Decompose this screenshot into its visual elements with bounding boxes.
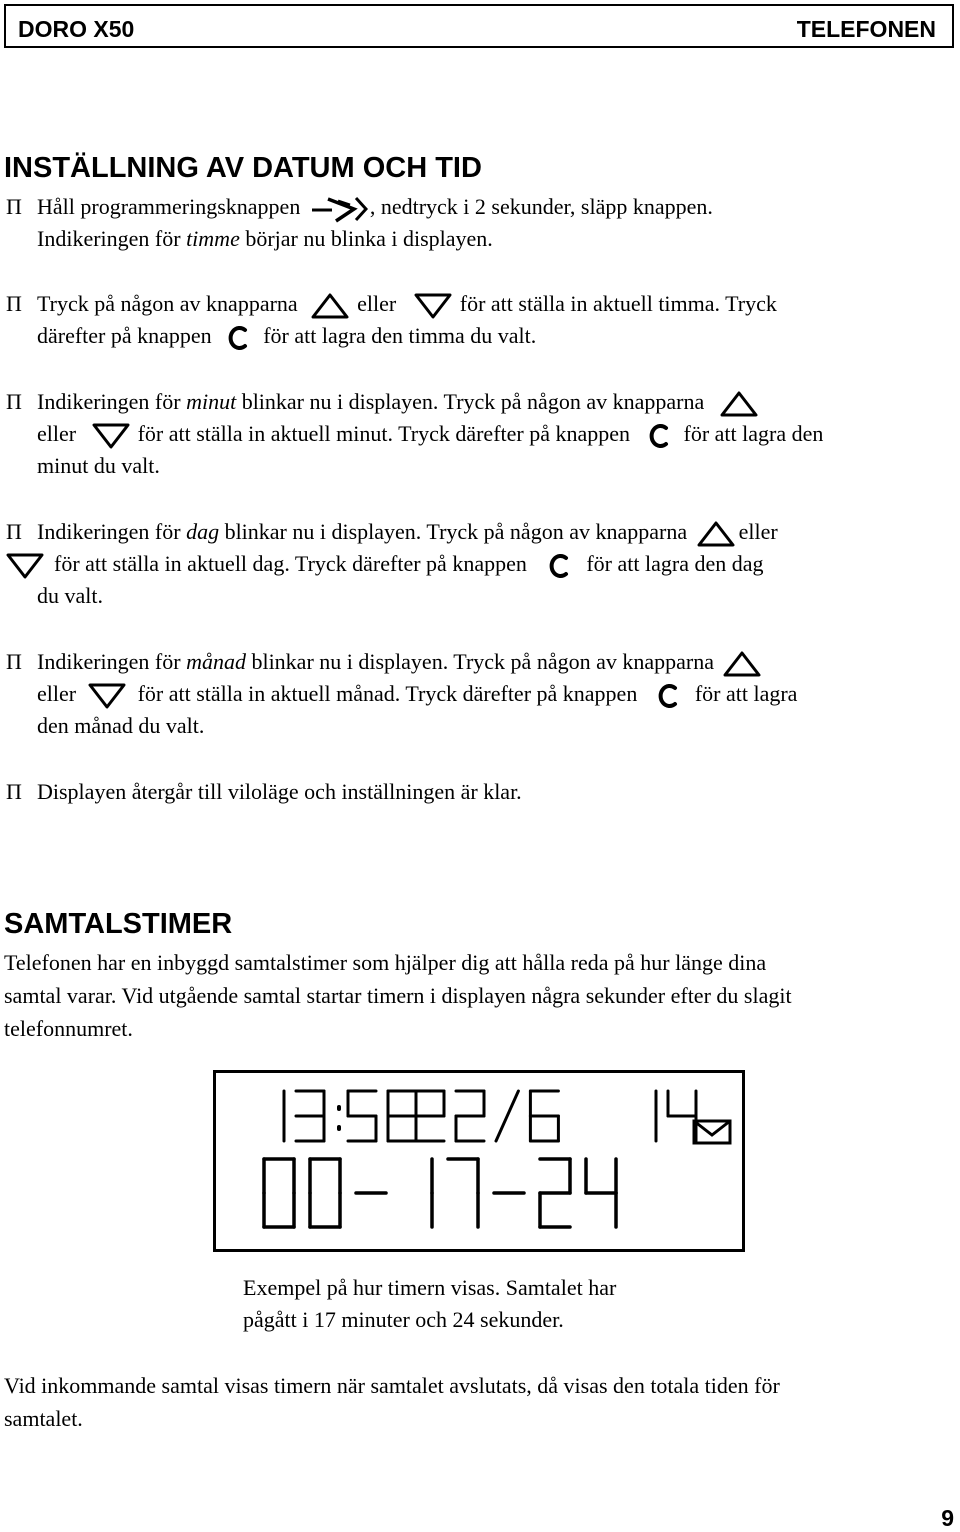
paragraph-line: samtalet. bbox=[4, 1406, 83, 1431]
lcd-slash bbox=[496, 1091, 518, 1141]
down-arrow-key-icon bbox=[4, 551, 46, 581]
item-emphasis: månad bbox=[186, 649, 246, 674]
lcd-segments bbox=[216, 1073, 742, 1249]
item-text: eller bbox=[357, 291, 397, 316]
item-text: Indikeringen för bbox=[37, 226, 187, 251]
item-text: för att lagra den dag bbox=[586, 551, 764, 576]
paragraph-line: Telefonen har en inbyggd samtalstimer som hjälper dig att hålla reda på hur länge dina bbox=[4, 950, 767, 975]
c-key-icon bbox=[646, 422, 672, 450]
envelope-icon bbox=[694, 1121, 730, 1143]
up-arrow-key-icon bbox=[695, 519, 737, 549]
item-text: Indikeringen för bbox=[37, 519, 187, 544]
c-key-icon bbox=[225, 324, 251, 352]
paragraph-line: telefonnumret. bbox=[4, 1016, 133, 1041]
incoming-call-note bbox=[4, 1369, 958, 1435]
bullet-symbol: Π bbox=[6, 291, 22, 316]
header-model: DORO X50 bbox=[18, 16, 135, 42]
bullet-symbol: Π bbox=[6, 194, 22, 219]
item-text: , nedtryck i 2 sekunder, släpp knappen. bbox=[369, 194, 713, 219]
bullet-symbol: Π bbox=[6, 389, 22, 414]
item-text: Indikeringen för bbox=[37, 389, 187, 414]
header-section: TELEFONEN bbox=[796, 16, 936, 42]
paragraph-line: samtal varar. Vid utgående samtal startar timern i displayen några sekunder efter du slagit bbox=[4, 983, 792, 1008]
down-arrow-key-icon bbox=[90, 421, 132, 451]
item-text: Indikeringen för bbox=[37, 649, 187, 674]
item-text: för att ställa in aktuell dag. Tryck därefter på knappen bbox=[54, 551, 527, 576]
item-text: minut du valt. bbox=[37, 453, 160, 478]
item-text: blinkar nu i displayen. Tryck på någon av knapparna bbox=[245, 649, 714, 674]
page-number: 9 bbox=[941, 1505, 954, 1531]
item-text: blinkar nu i displayen. Tryck på någon av knapparna bbox=[219, 519, 688, 544]
bullet-symbol: Π bbox=[6, 779, 22, 804]
item-text: eller bbox=[738, 519, 778, 544]
lcd-display bbox=[213, 1070, 745, 1252]
item-text: eller bbox=[37, 681, 77, 706]
up-arrow-key-icon bbox=[309, 291, 351, 321]
item-text: eller bbox=[37, 421, 77, 446]
call-timer-description bbox=[4, 946, 958, 1045]
item-text: den månad du valt. bbox=[37, 713, 205, 738]
bullet-symbol: Π bbox=[6, 519, 22, 544]
up-arrow-key-icon bbox=[721, 649, 763, 679]
item-text: för att ställa in aktuell timma. Tryck bbox=[459, 291, 777, 316]
item-text: Tryck på någon av knapparna bbox=[37, 291, 298, 316]
item-text: för att lagra den bbox=[683, 421, 824, 446]
item-text: börjar nu blinka i displayen. bbox=[239, 226, 493, 251]
item-emphasis: minut bbox=[186, 389, 237, 414]
item-text: för att lagra bbox=[694, 681, 798, 706]
item-emphasis: dag bbox=[186, 519, 220, 544]
item-text: du valt. bbox=[37, 583, 103, 608]
down-arrow-key-icon bbox=[86, 681, 128, 711]
c-key-icon bbox=[546, 552, 572, 580]
c-key-icon bbox=[655, 682, 681, 710]
item-text: blinkar nu i displayen. Tryck på någon av knapparna bbox=[236, 389, 705, 414]
item-text: Displayen återgår till viloläge och inställningen är klar. bbox=[37, 779, 522, 804]
up-arrow-key-icon bbox=[718, 389, 760, 419]
display-caption bbox=[243, 1272, 616, 1336]
item-text: Håll programmeringsknappen bbox=[37, 194, 301, 219]
caption-line: Exempel på hur timern visas. Samtalet har bbox=[243, 1275, 617, 1300]
item-text: för att lagra den timma du valt. bbox=[263, 323, 537, 348]
item-text: därefter på knappen bbox=[37, 323, 212, 348]
item-emphasis: timme bbox=[186, 226, 240, 251]
bullet-symbol: Π bbox=[6, 649, 22, 674]
down-arrow-key-icon bbox=[412, 291, 454, 321]
caption-line: pågått i 17 minuter och 24 sekunder. bbox=[243, 1307, 564, 1332]
program-key-icon bbox=[310, 194, 368, 224]
paragraph-line: Vid inkommande samtal visas timern när samtalet avslutats, då visas den totala tiden för bbox=[4, 1373, 780, 1398]
item-text: för att ställa in aktuell minut. Tryck därefter på knappen bbox=[137, 421, 631, 446]
page-header bbox=[4, 4, 954, 48]
item-text: för att ställa in aktuell månad. Tryck därefter på knappen bbox=[137, 681, 638, 706]
section-title-call-timer: SAMTALSTIMER bbox=[4, 908, 233, 940]
section-title-date-time: INSTÄLLNING AV DATUM OCH TID bbox=[4, 152, 482, 184]
